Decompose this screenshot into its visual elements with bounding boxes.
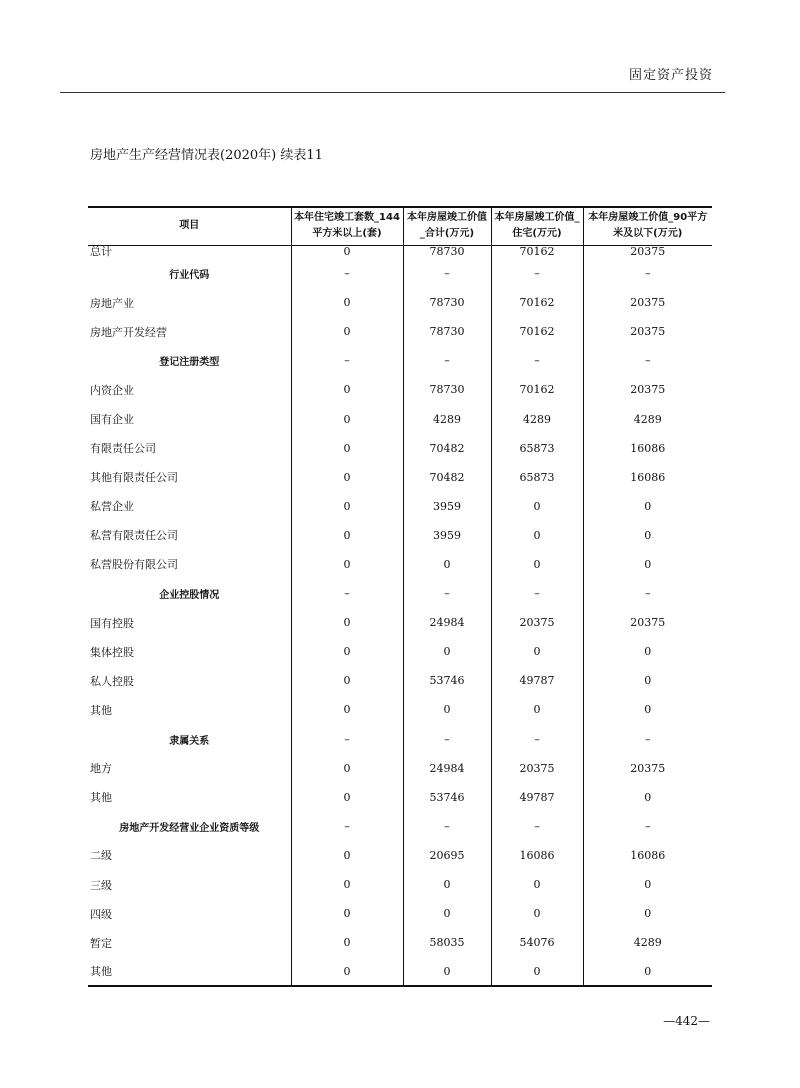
row-label: 三级 — [90, 878, 112, 892]
table-cell: 0 — [403, 550, 491, 579]
table-cell: 0 — [291, 434, 403, 463]
table-cell: 0 — [491, 695, 583, 724]
table-group-row — [88, 812, 712, 841]
table-cell: 58035 — [403, 928, 491, 957]
table-cell: 0 — [583, 550, 712, 579]
table-cell: 70162 — [491, 375, 583, 404]
row-label: 私营企业 — [90, 500, 134, 514]
table-row — [88, 783, 712, 812]
table-row — [88, 317, 712, 346]
row-label: 国有企业 — [90, 413, 134, 427]
table-cell: 0 — [291, 666, 403, 695]
row-label: 暂定 — [90, 936, 112, 950]
table-cell: 3959 — [403, 521, 491, 550]
table-cell: 0 — [291, 245, 403, 259]
table-cell: 0 — [491, 521, 583, 550]
table-cell: 70162 — [491, 245, 583, 259]
table-row — [88, 695, 712, 724]
table-cell: 0 — [291, 492, 403, 521]
table-cell: 0 — [291, 317, 403, 346]
table-row — [88, 288, 712, 317]
table-cell: 4289 — [403, 404, 491, 433]
table-cell: 0 — [583, 492, 712, 521]
table-row — [88, 608, 712, 637]
table-cell: 78730 — [403, 375, 491, 404]
row-label: 有限责任公司 — [90, 442, 156, 456]
table-row — [88, 521, 712, 550]
data-table — [88, 206, 712, 987]
table-cell: 70162 — [491, 288, 583, 317]
table-cell: 0 — [583, 637, 712, 666]
row-label: 私人控股 — [90, 674, 134, 688]
table-cell: 20375 — [583, 375, 712, 404]
header-cell-col3: 本年房屋竣工价值_住宅(万元) — [491, 207, 583, 245]
row-label: 房地产业 — [90, 296, 134, 310]
group-label: 登记注册类型 — [159, 357, 220, 369]
table-cell: 0 — [491, 899, 583, 928]
table-cell: 20375 — [491, 754, 583, 783]
table-group-row — [88, 579, 712, 608]
table-cell: 0 — [291, 404, 403, 433]
table-cell: 0 — [403, 899, 491, 928]
table-cell: – — [403, 346, 491, 375]
table-cell: – — [491, 259, 583, 288]
row-label: 私营有限责任公司 — [90, 529, 178, 543]
table-cell: 0 — [583, 521, 712, 550]
table-cell: 78730 — [403, 317, 491, 346]
table-cell: 0 — [291, 375, 403, 404]
row-label: 国有控股 — [90, 616, 134, 630]
row-label: 房地产开发经营 — [90, 325, 167, 339]
table-cell: 0 — [583, 957, 712, 986]
group-label: 行业代码 — [169, 270, 210, 282]
table-cell: 65873 — [491, 463, 583, 492]
table-cell: 0 — [291, 957, 403, 986]
table-cell: – — [291, 346, 403, 375]
section-label: 固定资产投资 — [628, 68, 713, 83]
table-cell: 70482 — [403, 434, 491, 463]
table-row — [88, 928, 712, 957]
table-row — [88, 463, 712, 492]
table-cell: 20695 — [403, 841, 491, 870]
table-cell: 0 — [291, 783, 403, 812]
row-label: 私营股份有限公司 — [90, 558, 178, 572]
table-row — [88, 492, 712, 521]
table-cell: 16086 — [583, 841, 712, 870]
table-cell: 0 — [291, 754, 403, 783]
table-cell: 53746 — [403, 666, 491, 695]
table-cell: 4289 — [583, 928, 712, 957]
table-cell: 0 — [583, 870, 712, 899]
header-cell-col1: 本年住宅竣工套数_144平方米以上(套) — [291, 207, 403, 245]
table-group-row — [88, 725, 712, 754]
table-cell: 0 — [403, 870, 491, 899]
table-cell: – — [291, 812, 403, 841]
table-row — [88, 375, 712, 404]
table-row — [88, 550, 712, 579]
table-cell: 0 — [491, 870, 583, 899]
table-cell: 0 — [583, 899, 712, 928]
table-cell: – — [291, 259, 403, 288]
table-cell: – — [403, 725, 491, 754]
table-row — [88, 666, 712, 695]
table-cell: 78730 — [403, 288, 491, 317]
table-cell: 0 — [403, 637, 491, 666]
group-label: 房地产开发经营业企业资质等级 — [119, 822, 260, 834]
table-cell: 70482 — [403, 463, 491, 492]
table-cell: 49787 — [491, 783, 583, 812]
table-cell: 20375 — [583, 245, 712, 259]
table-cell: 16086 — [583, 463, 712, 492]
table-cell: – — [403, 579, 491, 608]
table-cell: 16086 — [583, 434, 712, 463]
row-label: 集体控股 — [90, 645, 134, 659]
row-label: 总计 — [90, 244, 112, 258]
row-label: 其他有限责任公司 — [90, 471, 178, 485]
group-label: 隶属关系 — [169, 735, 210, 747]
table-cell: – — [583, 579, 712, 608]
table-group-row — [88, 346, 712, 375]
table-cell: 0 — [291, 870, 403, 899]
table-cell: – — [491, 346, 583, 375]
header-cell-col4: 本年房屋竣工价值_90平方米及以下(万元) — [583, 207, 712, 245]
header-cell-item: 项目 — [88, 207, 291, 245]
table-cell: 0 — [291, 521, 403, 550]
table-cell: 20375 — [583, 317, 712, 346]
table-cell: 20375 — [583, 608, 712, 637]
table-row — [88, 434, 712, 463]
table-row — [88, 637, 712, 666]
table-cell: – — [491, 725, 583, 754]
table-cell: 0 — [403, 957, 491, 986]
table-cell: – — [491, 812, 583, 841]
table-cell: 0 — [491, 492, 583, 521]
header-rule — [60, 92, 725, 93]
table-cell: 0 — [491, 957, 583, 986]
table-cell: 70162 — [491, 317, 583, 346]
table-cell: – — [403, 259, 491, 288]
table-cell: 4289 — [583, 404, 712, 433]
table-cell: 78730 — [403, 245, 491, 259]
table-title: 房地产生产经营情况表(2020年) 续表11 — [90, 148, 323, 163]
table-cell: 0 — [491, 550, 583, 579]
table-cell: 0 — [291, 695, 403, 724]
table-cell: 20375 — [583, 754, 712, 783]
table-cell: – — [403, 812, 491, 841]
row-label: 其他 — [88, 957, 291, 986]
table-body — [88, 245, 712, 986]
page-number: —442— — [663, 1014, 710, 1028]
table-row — [88, 754, 712, 783]
table-row — [88, 899, 712, 928]
row-label: 内资企业 — [90, 383, 134, 397]
table-cell: – — [491, 579, 583, 608]
table-row — [88, 841, 712, 870]
table-cell: 65873 — [491, 434, 583, 463]
table-cell: 0 — [291, 899, 403, 928]
row-label: 二级 — [90, 849, 112, 863]
row-label: 四级 — [90, 907, 112, 921]
table-row — [88, 404, 712, 433]
table-cell: 24984 — [403, 754, 491, 783]
table-cell: 0 — [583, 666, 712, 695]
table-cell: 0 — [291, 637, 403, 666]
table-cell: – — [583, 725, 712, 754]
table-cell: 3959 — [403, 492, 491, 521]
table-cell: 0 — [291, 841, 403, 870]
table-cell: 0 — [291, 550, 403, 579]
table-row — [88, 245, 712, 259]
table-cell: 0 — [491, 637, 583, 666]
table-cell: – — [583, 812, 712, 841]
table-cell: 24984 — [403, 608, 491, 637]
table-group-row — [88, 259, 712, 288]
table-cell: 20375 — [491, 608, 583, 637]
table-cell: – — [291, 725, 403, 754]
table-cell: 0 — [583, 695, 712, 724]
table-cell: 0 — [291, 928, 403, 957]
header-cell-col2: 本年房屋竣工价值_合计(万元) — [403, 207, 491, 245]
table-row — [88, 957, 712, 986]
table-cell: 0 — [583, 783, 712, 812]
table-cell: – — [291, 579, 403, 608]
table-header-row — [88, 207, 712, 245]
table-cell: – — [583, 259, 712, 288]
group-label: 企业控股情况 — [159, 590, 220, 602]
table-cell: 4289 — [491, 404, 583, 433]
table-cell: 49787 — [491, 666, 583, 695]
table-cell: 0 — [291, 288, 403, 317]
table-cell: 16086 — [491, 841, 583, 870]
table-cell: 20375 — [583, 288, 712, 317]
table-cell: 0 — [291, 608, 403, 637]
table-cell: – — [583, 346, 712, 375]
table-cell: 53746 — [403, 783, 491, 812]
table-cell: 0 — [291, 463, 403, 492]
row-label: 地方 — [90, 762, 112, 776]
table-cell: 54076 — [491, 928, 583, 957]
row-label: 其他 — [90, 703, 112, 717]
row-label: 其他 — [90, 791, 112, 805]
table-row — [88, 870, 712, 899]
table-cell: 0 — [403, 695, 491, 724]
